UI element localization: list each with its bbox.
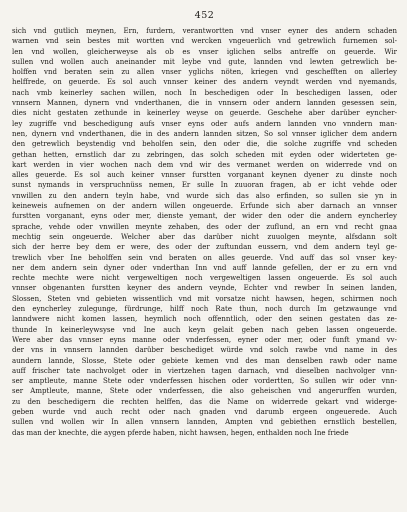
text-line: keineweis aufnemen on der andern willen ongeuerde. Erfunde sich aber darnach an vnnser xyxy=(12,202,397,211)
text-line: sunst nymands in verspruchnüss nemen, Er sulle In zuuoran fragen, ab er icht vehde oder xyxy=(12,181,397,190)
text-line: alles geuerde. Es sol auch keiner vnnser furstten vorganant keynen dyener zu dinste noch xyxy=(12,171,397,180)
text-line: geben wurde vnd auch recht oder nach gnaden vnd darumb ergeen ongeuerede. Auch xyxy=(12,407,397,416)
text-line: ner dem andern sein dyner oder vnderthan Inn vnd auff lannde gefellen, der er zu ern vnd xyxy=(12,263,397,272)
text-line: holffen vnd beraten sein zu allen vnser yglichs nöten, kriegen vnd geschefften on allerley xyxy=(12,68,397,77)
text-line: vnnsern Mannen, dynern vnd vnderthanen, die in vnnsern oder andern lannden gesessen sein, xyxy=(12,99,397,108)
text-line: ser amptleute, manne Stete oder vnderfessen hischen oder vordertten, So sullen wir oder vnn- xyxy=(12,377,397,386)
text-line: thunde In keinerleywsyse vnd Ine auch keyn gelait geben nach geben lassen ongeuerde. xyxy=(12,325,397,334)
text-line: zu den beschedigern die rechten helffen, das die Name on widerrede gekart vnd widerge- xyxy=(12,397,397,406)
text-line: Were aber das vnnser eyns manne oder vnderfessen, eyner oder mer, oder funft ymand vv- xyxy=(12,335,397,344)
text-line: trewlich vber Ine beholffen sein vnd beraten on alles geuerde. Vnd auff das sol vnser key- xyxy=(12,253,397,262)
text-line: Slossen, Steten vnd gebieten wissentlich vnd mit vorsatze nicht hawsen, hegen, schirmen noch xyxy=(12,294,397,303)
text-line: kart werden in vier wochen nach dem vnd wir des vermanet werden on widerrede vnd on xyxy=(12,160,397,169)
text-line: warnen vnd sein bestes mit wortten vnd wercken vngeuerlich vnd getrewlich furnemen sol- xyxy=(12,37,397,46)
text-line: nen, dynern vnd vnderthanen, die in des andern lannden sitzen, So sol vnnser iglicher dem andern xyxy=(12,129,397,138)
text-line: gethan hetten, ernstlich dar zu zebringen, das solch scheden mit eyden oder widerteten ge- xyxy=(12,150,397,159)
text-line: ser Amptleute, manne, Stete oder vnderfessen, die also geheischen vnd angerurffen wurden, xyxy=(12,387,397,396)
text-line: der vns in vnnsern lannden darüber beschediget würde vnd solch rawbe vnd name in des xyxy=(12,346,397,355)
text-line: sich vnd gutlich meynen, Ern, furdern, verantwortten vnd vnser eyner des andern schaden xyxy=(12,27,397,35)
text-line: das man der knechte, die aygen pferde haben, nicht hawsen, hegen, enthalden noch Ine friede xyxy=(12,428,349,437)
text-line: lanndwere nicht komen lassen, heymlich noch offenntlich, oder den seinen gestaten das ze- xyxy=(12,315,397,324)
text-line: vnnser obgenanten furstten keyner des andern veynde, Echter vnd rewber In seinen landen, xyxy=(12,284,397,293)
page-number: 452 xyxy=(194,10,215,21)
text-line: den getrewlich beystendig vnd beholfen sein, den oder die, die solche zugriffe vnd scheden xyxy=(12,140,397,149)
body-text xyxy=(12,26,397,438)
text-line: ley zugriffe vnd beschedigung aufs vnser eyns oder aufs andern lannden vno vnndern man- xyxy=(12,119,397,128)
text-line: sprache, vehde oder vnwillen meynte zehaben, des oder der zuflund, an ern vnd recht gnaa xyxy=(12,222,397,231)
text-line: nach vmb keinerley sachen willen, noch In beschedigen oder In beschedigen lassen, oder xyxy=(12,88,397,97)
text-line: furstten vorganant, eyns oder mer, dienste yemant, der wider den oder die andern eyncherley xyxy=(12,212,397,221)
text-line: mechtig sein ongeuerde. Welcher aber das darüber nicht zuuolgen meynte, alfsdann solt xyxy=(12,232,397,241)
text-line: den eyncherley zulegunge, fürdrunge, hilff noch Rate thun, noch durch Im getzwaunge vnd xyxy=(12,305,397,314)
text-line: aundern lannde, Slosse, Stete oder gebiete kemen vnd des man denselben rawb oder name xyxy=(12,356,397,365)
text-line: len vnd wollen, gleicherweyse als ob es vnser iglichen selbs antreffe on geuerde. Wir xyxy=(12,47,397,56)
text-line: auff frischer tate nachvolget oder in viertzehen tagen darnach, vnd dieselben nachvolger vnn- xyxy=(12,366,397,375)
text-line: sullen vnd wollen wir In allen vnnsern lannden, Ampten vnd gebiethen ernstlich bestellen, xyxy=(12,418,397,427)
text-line: helffrede, on geuerde. Es sol auch vnnser keiner des andern veyndt werden vnd nyemands, xyxy=(12,78,397,87)
text-line: rechte mechte were nicht vergeweltigen noch vergeweltigen lassen ongeuerde. Es sol auch xyxy=(12,274,397,283)
text-line: vnwillen zu den andern teyln habe, vnd wurde sich das also erfinden, so sullen sie yn in xyxy=(12,191,397,200)
text-line: sullen vnd wollen auch aneinander mit leybe vnd gute, lannden vnd lewten getrewlich be- xyxy=(12,57,397,66)
text-line: dies nicht gestaten zethunde in keinerley weyse on geuerde. Geschehe aber darüber eyncher- xyxy=(12,109,397,118)
text-line: sich der herre bey dem er were, des oder der zuftundan eussern, vnd dem andern teyl ge- xyxy=(12,243,397,252)
